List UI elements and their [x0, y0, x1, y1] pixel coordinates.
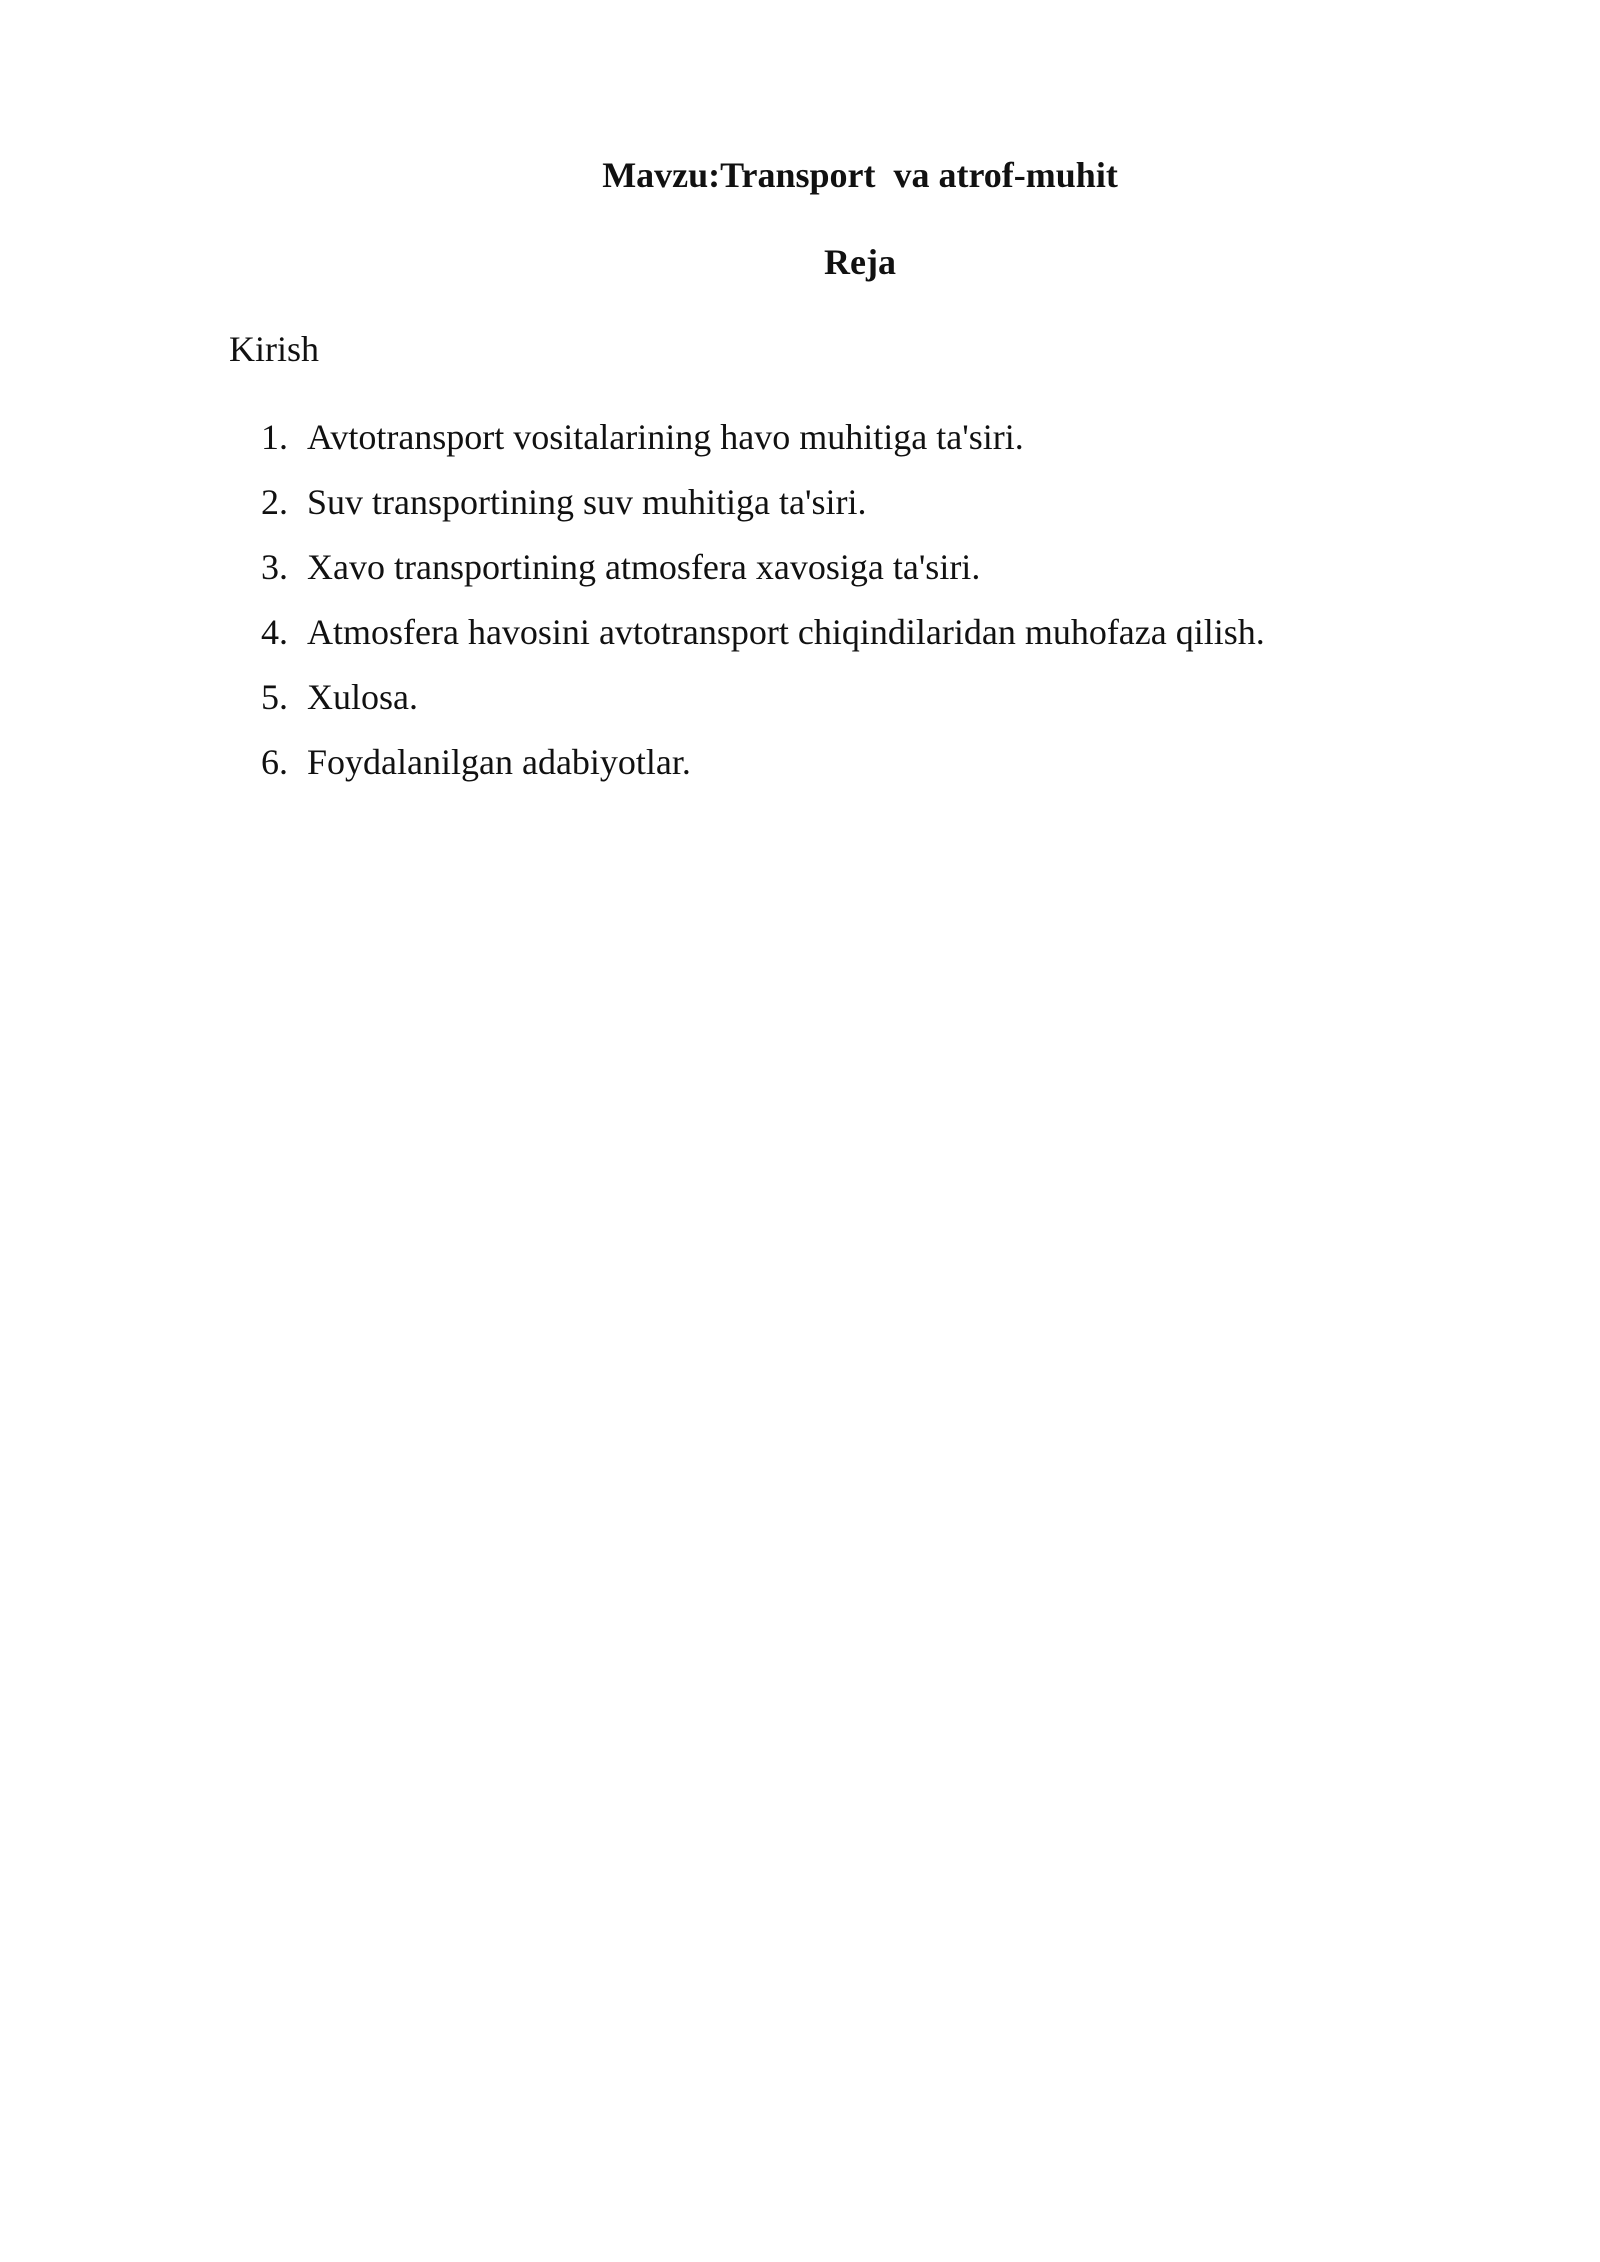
- plan-item: [0, 477, 1265, 542]
- plan-item: [0, 672, 1265, 737]
- plan-item: [0, 607, 1265, 672]
- plan-item-text: Avtotransport vositalarining havo muhitiga ta'siri.: [307, 417, 1024, 457]
- plan-item-number: 6.: [261, 742, 288, 782]
- plan-item-number: 3.: [261, 547, 288, 587]
- plan-item-text: Foydalanilgan adabiyotlar.: [307, 742, 691, 782]
- plan-item: [0, 412, 1265, 477]
- plan-list: [0, 412, 1265, 802]
- plan-item-text: Xavo transportining atmosfera xavosiga ta'siri.: [307, 547, 981, 587]
- plan-item-number: 5.: [261, 677, 288, 717]
- document-title: Mavzu:Transport va atrof-muhit: [602, 155, 1118, 195]
- plan-item-text: Suv transportining suv muhitiga ta'siri.: [307, 482, 867, 522]
- intro-label: Kirish: [229, 329, 319, 369]
- plan-item-number: 4.: [261, 612, 288, 652]
- plan-heading: Reja: [824, 242, 896, 282]
- plan-item-number: 1.: [261, 417, 288, 457]
- plan-item-text: Atmosfera havosini avtotransport chiqindilaridan muhofaza qilish.: [307, 612, 1265, 652]
- plan-item-number: 2.: [261, 482, 288, 522]
- plan-item-text: Xulosa.: [307, 677, 418, 717]
- plan-item: [0, 737, 1265, 802]
- plan-item: [0, 542, 1265, 607]
